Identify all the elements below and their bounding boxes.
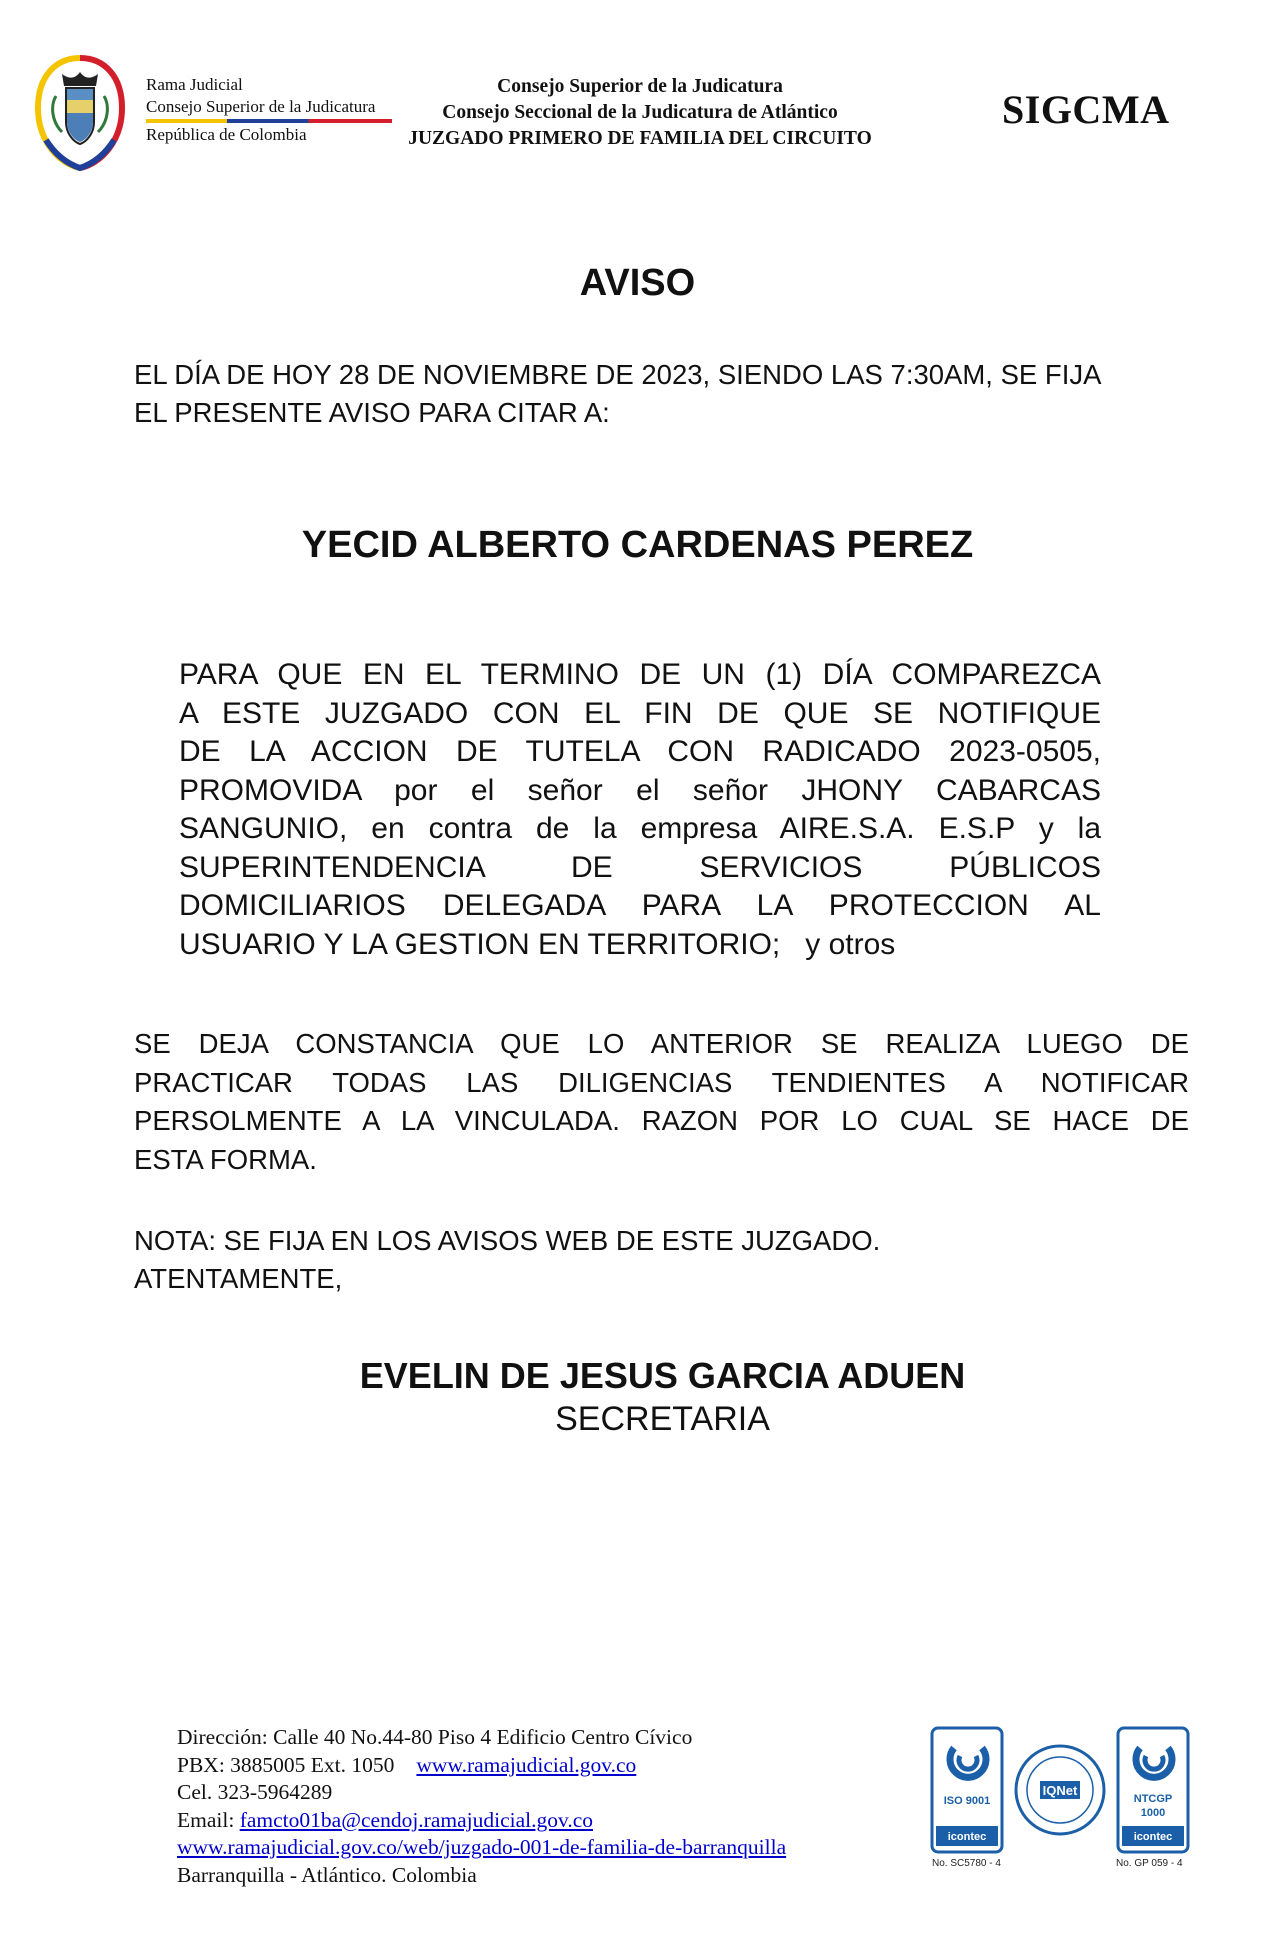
web-note: NOTA: SE FIJA EN LOS AVISOS WEB DE ESTE JUZGADO. bbox=[134, 1225, 881, 1256]
summons-line: SANGUNIO, en contra de la empresa AIRE.S.A. E.S.P y la bbox=[179, 812, 1101, 845]
footer-phone-line bbox=[177, 1752, 786, 1780]
ntcgp-certificate-number: No. GP 059 - 4 bbox=[1116, 1858, 1183, 1869]
iso-label: ISO 9001 bbox=[943, 1795, 991, 1807]
summons-paragraph bbox=[179, 656, 1101, 964]
intro-line: EL PRESENTE AVISO PARA CITAR A: bbox=[134, 397, 610, 428]
signer-role: SECRETARIA bbox=[555, 1400, 770, 1438]
summons-line: USUARIO Y LA GESTION EN TERRITORIO; y otros bbox=[179, 927, 896, 961]
summons-line: DE LA ACCION DE TUTELA CON RADICADO 2023-0505, bbox=[179, 735, 1101, 768]
sigcma-tag: SIGCMA bbox=[1002, 87, 1170, 132]
coat-of-arms-logo bbox=[26, 52, 134, 174]
certification-logos bbox=[930, 1726, 1190, 1876]
record-line: ESTA FORMA. bbox=[134, 1143, 317, 1175]
email-label: Email: bbox=[177, 1807, 235, 1832]
iso-certificate-number: No. SC5780 - 4 bbox=[932, 1858, 1001, 1869]
summons-line: PROMOVIDA por el señor el señor JHONY CABARCAS bbox=[179, 773, 1101, 807]
ntcgp-label: NTCGP bbox=[1133, 1793, 1173, 1805]
footer-phone: PBX: 3885005 Ext. 1050 bbox=[177, 1752, 395, 1777]
iqnet-label: IQNet bbox=[1042, 1783, 1078, 1798]
organization-name bbox=[146, 74, 375, 146]
ntcgp-brand: icontec bbox=[1133, 1831, 1173, 1843]
certification-badges-icon bbox=[930, 1726, 1190, 1854]
record-paragraph bbox=[134, 1025, 1189, 1179]
footer-city: Barranquilla - Atlántico. Colombia bbox=[177, 1862, 477, 1887]
closing-salutation: ATENTAMENTE, bbox=[134, 1263, 343, 1294]
footer-email-line bbox=[177, 1807, 786, 1835]
council-heading bbox=[360, 74, 920, 152]
footer-address: Dirección: Calle 40 No.44-80 Piso 4 Edificio Centro Cívico bbox=[177, 1725, 693, 1749]
summons-line: A ESTE JUZGADO CON EL FIN DE QUE SE NOTIFIQUE bbox=[179, 696, 1101, 730]
website-link[interactable]: www.ramajudicial.gov.co bbox=[416, 1752, 637, 1777]
note-block bbox=[134, 1222, 880, 1298]
council-line-seccional: Consejo Seccional de la Judicatura de Atlántico bbox=[442, 102, 838, 123]
flag-color-rule bbox=[146, 119, 392, 123]
email-link[interactable]: famcto01ba@cendoj.ramajudicial.gov.co bbox=[239, 1807, 594, 1832]
cited-person-name: YECID ALBERTO CARDENAS PEREZ bbox=[301, 524, 974, 566]
iso-9001-badge-icon bbox=[932, 1728, 1002, 1852]
iso-brand: icontec bbox=[947, 1831, 987, 1843]
court-page-link[interactable]: www.ramajudicial.gov.co/web/juzgado-001-de-familia-de-barranquilla bbox=[177, 1835, 787, 1859]
record-line: PERSOLMENTE A LA VINCULADA. RAZON POR LO CUAL SE HACE DE bbox=[134, 1105, 1189, 1136]
footer-contact bbox=[177, 1724, 786, 1889]
document-title: AVISO bbox=[579, 262, 696, 304]
intro-paragraph bbox=[134, 356, 1189, 432]
council-line-court: JUZGADO PRIMERO DE FAMILIA DEL CIRCUITO bbox=[408, 128, 872, 149]
org-line-branch: Rama Judicial bbox=[146, 75, 243, 94]
council-line-superior: Consejo Superior de la Judicatura bbox=[497, 76, 783, 97]
signer-name: EVELIN DE JESUS GARCIA ADUEN bbox=[359, 1355, 966, 1396]
ntcgp-1000-badge-icon bbox=[1118, 1728, 1188, 1852]
intro-line: EL DÍA DE HOY 28 DE NOVIEMBRE DE 2023, SIENDO LAS 7:30AM, SE FIJA bbox=[134, 359, 1102, 390]
org-line-country: República de Colombia bbox=[146, 125, 307, 144]
ntcgp-number: 1000 bbox=[1140, 1807, 1166, 1819]
footer-mobile: Cel. 323-5964289 bbox=[177, 1780, 333, 1804]
org-line-council: Consejo Superior de la Judicatura bbox=[146, 97, 376, 116]
summons-line: SUPERINTENDENCIA DE SERVICIOS PÚBLICOS bbox=[179, 850, 1101, 884]
record-line: PRACTICAR TODAS LAS DILIGENCIAS TENDIENTES A NOTIFICAR bbox=[134, 1066, 1189, 1098]
summons-line: PARA QUE EN EL TERMINO DE UN (1) DÍA COMPAREZCA bbox=[179, 658, 1101, 691]
iqnet-badge-icon bbox=[1016, 1746, 1104, 1834]
record-line: SE DEJA CONSTANCIA QUE LO ANTERIOR SE REALIZA LUEGO DE bbox=[134, 1028, 1189, 1059]
summons-line: DOMICILIARIOS DELEGADA PARA LA PROTECCION AL bbox=[179, 889, 1101, 922]
